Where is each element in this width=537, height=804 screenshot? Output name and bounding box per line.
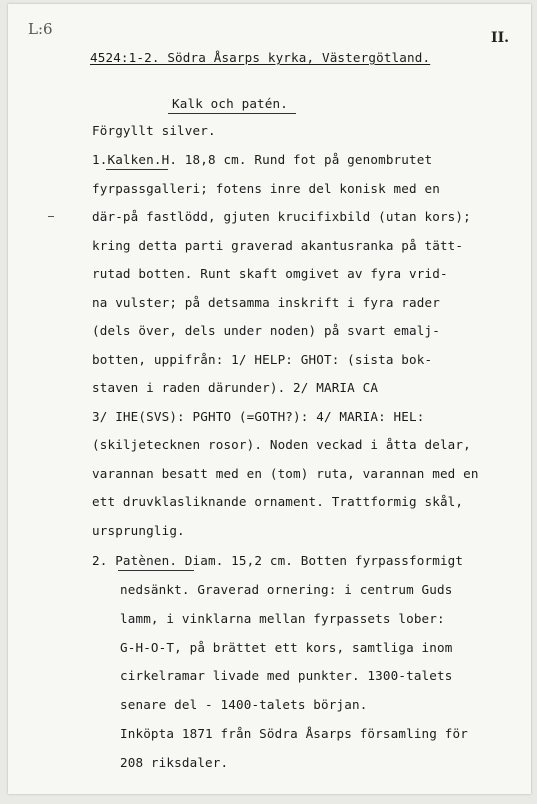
text-line: Inköpta 1871 från Södra Åsarps församling för [120, 726, 468, 741]
corner-mark: II. [491, 30, 509, 46]
text-line: staven i raden därunder). 2/ MARIA CA [92, 380, 379, 395]
text-line: Förgyllt silver. [92, 123, 216, 138]
margin-mark [48, 216, 54, 217]
document-title: 4524:1-2. Södra Åsarps kyrka, Västergötland. [90, 50, 431, 65]
text-line: botten, uppifrån: 1/ HELP: GHOT: (sista bok- [92, 352, 433, 367]
text-line: fyrpassgalleri; fotens inre del konisk med en [92, 181, 440, 196]
text-line: G-H-O-T, på brättet ett kors, samtliga inom [120, 640, 453, 655]
text-line: varannan besatt med en (tom) ruta, varannan med en [92, 466, 479, 481]
text-line: na vulster; på detsamma inskrift i fyra rader [92, 295, 440, 310]
text-line: 208 riksdaler. [120, 755, 229, 770]
document-subtitle: Kalk och patén. [172, 96, 288, 111]
text-line: (dels över, dels under noden) på svart emalj- [92, 323, 440, 338]
text-line: rutad botten. Runt skaft omgivet av fyra vrid- [92, 266, 448, 281]
text-line: där-på fastlödd, gjuten krucifixbild (utan kors); [92, 209, 471, 224]
subtitle-underline [168, 113, 296, 114]
patenen-underline [118, 570, 194, 571]
handwritten-reference: L:6 [28, 20, 53, 38]
text-line: 3/ IHE(SVS): PGHTO (=GOTH?): 4/ MARIA: HEL: [92, 409, 425, 424]
text-line: 2. Patènen. Diam. 15,2 cm. Botten fyrpassformigt [92, 553, 464, 568]
text-line: cirkelramar livade med punkter. 1300-talets [120, 668, 453, 683]
text-line: (skiljetecknen rosor). Noden veckad i åtta delar, [92, 437, 471, 452]
text-line: nedsänkt. Graverad ornering: i centrum Guds [120, 582, 453, 597]
kalken-underline [106, 169, 168, 170]
text-line: 1.Kalken.H. 18,8 cm. Rund fot på genombrutet [92, 152, 433, 167]
text-line: lamm, i vinklarna mellan fyrpassets lober: [120, 611, 445, 626]
text-line: kring detta parti graverad akantusranka på tätt- [92, 238, 464, 253]
document-page [8, 4, 531, 794]
text-line: ett druvklasliknande ornament. Trattformig skål, [92, 494, 464, 509]
text-line: ursprunglig. [92, 523, 185, 538]
text-line: senare del - 1400-talets början. [120, 697, 368, 712]
